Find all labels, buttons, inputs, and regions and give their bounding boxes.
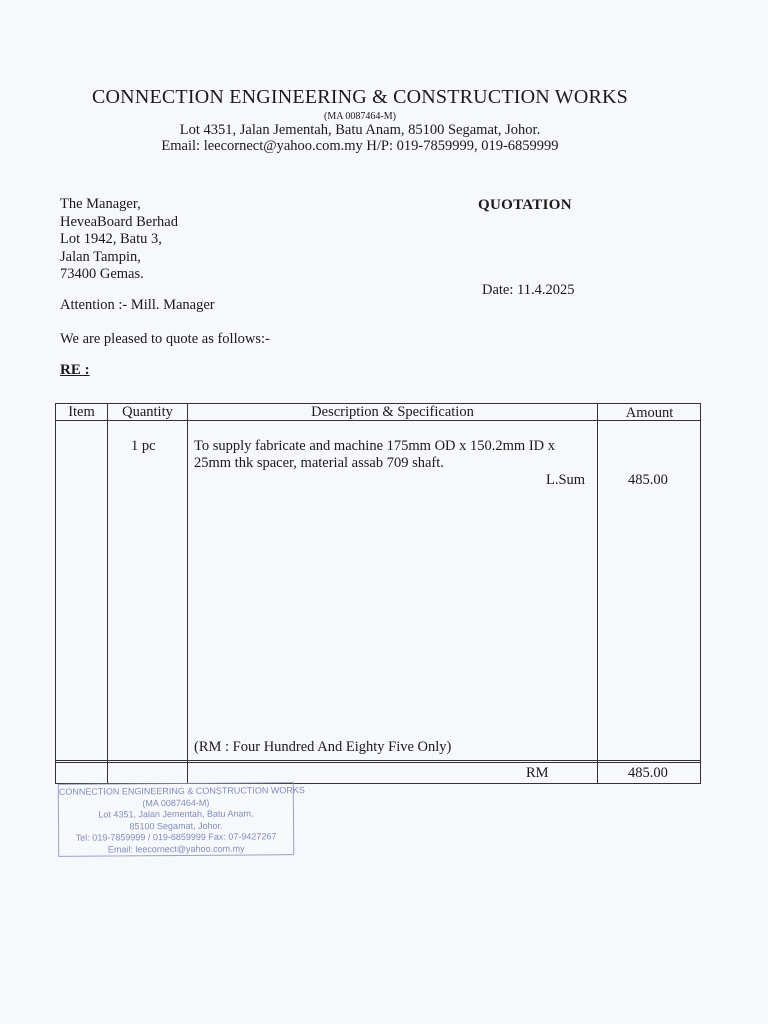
document-date: Date: 11.4.2025 <box>482 282 575 298</box>
stamp-line: 85100 Segamat, Johor. <box>129 820 223 831</box>
recipient-line: HeveaBoard Berhad <box>60 213 178 230</box>
row-description-line2: 25mm thk spacer, material assab 709 shaft. <box>194 455 444 471</box>
company-address: Lot 4351, Jalan Jementah, Batu Anam, 85100 Segamat, Johor. <box>179 122 541 138</box>
column-divider <box>107 404 108 783</box>
stamp-line: Lot 4351, Jalan Jementah, Batu Anam, <box>98 808 254 820</box>
row-description-line1: To supply fabricate and machine 175mm OD x 150.2mm ID x <box>194 438 556 454</box>
recipient-line: 73400 Gemas. <box>60 266 144 282</box>
row-quantity: 1 pc <box>131 438 156 454</box>
document-title: QUOTATION <box>478 197 572 213</box>
header-description: Description & Specification <box>311 404 474 420</box>
header-item: Item <box>68 404 95 420</box>
total-divider <box>56 760 700 763</box>
intro-text: We are pleased to quote as follows:- <box>60 331 270 347</box>
registration-number: (MA 0087464-M) <box>324 111 396 122</box>
amount-in-words: (RM : Four Hundred And Eighty Five Only) <box>194 739 452 755</box>
stamp-line: Tel: 019-7859999 / 019-6859999 Fax: 07-9427267 <box>75 831 277 843</box>
recipient-line: The Manager, <box>60 196 141 212</box>
recipient-address <box>60 196 178 284</box>
stamp-line: Email: leecornect@yahoo.com.my <box>107 843 245 854</box>
company-stamp <box>58 782 305 857</box>
column-divider <box>187 404 188 783</box>
re-label: RE : <box>60 362 90 378</box>
company-name: CONNECTION ENGINEERING & CONSTRUCTION WORKS <box>92 86 628 108</box>
row-amount: 485.00 <box>628 472 668 488</box>
total-amount: 485.00 <box>628 765 668 781</box>
company-contact: Email: leecornect@yahoo.com.my H/P: 019-7859999, 019-6859999 <box>161 138 559 154</box>
recipient-line: Lot 1942, Batu 3, <box>60 231 162 247</box>
stamp-line: CONNECTION ENGINEERING & CONSTRUCTION WORKS <box>58 785 305 797</box>
column-divider <box>597 404 598 783</box>
header-amount: Amount <box>625 405 674 421</box>
total-currency: RM <box>526 765 549 781</box>
stamp-line: (MA 0087464-M) <box>142 797 210 808</box>
quotation-table <box>55 403 701 784</box>
row-unit: L.Sum <box>546 472 586 488</box>
recipient-line: Jalan Tampin, <box>60 248 141 265</box>
header-quantity: Quantity <box>122 404 173 420</box>
attention-line: Attention :- Mill. Manager <box>60 297 215 313</box>
